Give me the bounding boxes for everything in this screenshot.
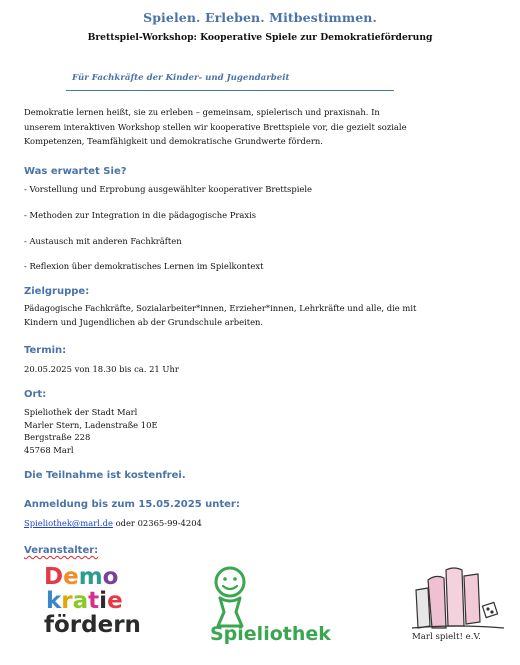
city-skyline-icon [412,568,504,628]
address-line: 45768 Marl [24,444,74,455]
logo-line-kratie [44,590,141,614]
expect-item: - Austausch mit anderen Fachkräften [24,236,182,246]
meeple-figure-icon [216,568,244,626]
logo-letter: e [63,564,79,590]
intro-line: unserem interaktiven Workshop stellen wir kooperative Brettspiele vor, die gezielt soziale [24,121,407,132]
logo-letter: D [44,564,64,590]
organizer-heading: Veranstalter: [24,545,99,556]
marl-spielt-caption: Marl spielt! e.V. [412,632,481,642]
audience-line: Pädagogische Fachkräfte, Sozialarbeiter*innen, Erzieher*innen, Lehrkräfte und alle, die mit [24,303,417,313]
phone-number: 02365-99-4204 [137,518,202,528]
logo-letter: o [102,564,119,590]
location-address [24,406,158,456]
audience-line: Kindern und Jugendlichen ab der Grundschule arbeiten. [24,317,264,327]
registration-heading: Anmeldung bis zum 15.05.2025 unter: [24,499,240,510]
expect-item: - Reflexion über demokratisches Lernen im Spielkontext [24,261,264,271]
email-link[interactable]: Spieliothek@marl.de [24,518,113,528]
logo-letter: i [99,588,108,614]
logo-letter: k [46,588,62,614]
spieliothek-wordmark: Spieliothek [210,623,331,645]
logo-line-foerdern [44,614,141,638]
expect-heading: Was erwartet Sie? [24,166,127,177]
audience-text [24,301,504,329]
intro-paragraph [24,105,504,149]
address-line: Marler Stern, Ladenstraße 10E [24,419,158,430]
logo-letter: e [107,588,123,614]
logo-line-demo [44,566,141,590]
address-line: Spieliothek der Stadt Marl [24,407,138,417]
date-text: 20.05.2025 von 18.30 bis ca. 21 Uhr [24,364,179,374]
expect-item: - Methoden zur Integration in die pädagogische Praxis [24,210,257,220]
expect-item: - Vorstellung und Erprobung ausgewählter kooperativer Brettspiele [24,184,312,194]
target-audience-tagline: Für Fachkräfte der Kinder- und Jugendarbeit [72,73,290,83]
page-subtitle: Brettspiel-Workshop: Kooperative Spiele zur Demokratieförderung [87,32,433,43]
logo-letter: t [88,588,100,614]
address-line: Bergstraße 228 [24,432,91,443]
logo-word-foerdern: fördern [44,612,141,638]
location-heading: Ort: [24,389,47,400]
registration-contact [24,517,202,529]
divider-line [66,90,394,91]
intro-line: Kompetenzen, Teamfähigkeit und demokratische Grundwerte fördern. [24,136,323,146]
contact-connector: oder [112,518,138,528]
intro-line: Demokratie lernen heißt, sie zu erleben – gemeinsam, spielerisch und praxisnah. In [24,107,380,117]
demokratie-foerdern-logo [44,566,141,638]
logo-letter: a [72,588,89,614]
fee-note: Die Teilnahme ist kostenfrei. [24,470,186,481]
page-title: Spielen. Erleben. Mitbestimmen. [143,10,377,25]
logo-letter: r [61,588,73,614]
date-heading: Termin: [24,345,67,356]
spieliothek-logo [206,564,336,648]
audience-heading: Zielgruppe: [24,286,90,297]
logo-letter: m [78,564,103,590]
